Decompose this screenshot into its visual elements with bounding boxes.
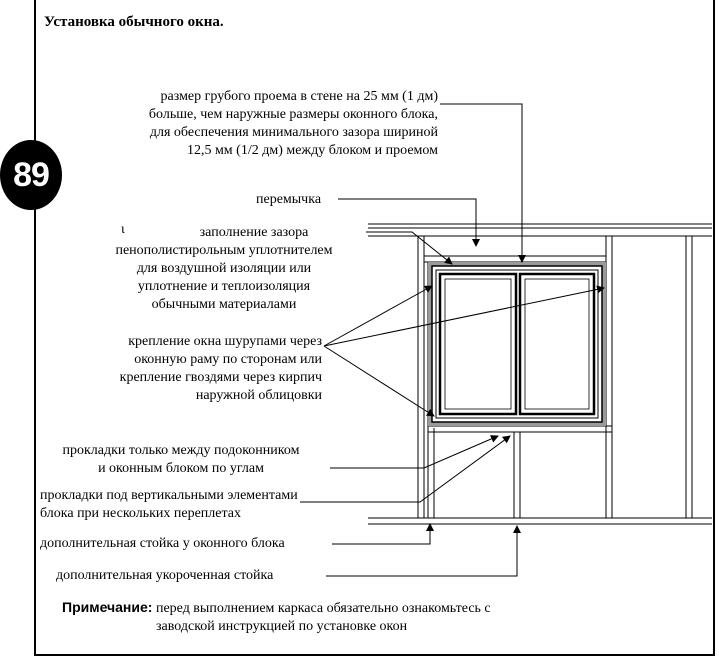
leader-lintel [338, 199, 476, 246]
note-text-2: заводской инструкцией по установке окон [156, 619, 408, 634]
note-text-1: перед выполнением каркаса обязательно ознакомьтесь с [155, 601, 491, 616]
leader-rough-opening [440, 104, 522, 262]
label-gap-fill: заполнение зазора пенополистирольным уплотнителем для воздушной изоляции или уплотнение и теплоизоляция обычными материалами [115, 225, 333, 312]
leader-fastening-2 [324, 286, 432, 346]
leader-cripple-stud [326, 526, 517, 576]
page-number-badge: 89 [0, 140, 62, 210]
page-title: Установка обычного окна. [44, 14, 224, 30]
stray-mark: ι [121, 222, 125, 237]
label-extra-stud: дополнительная стойка у оконного блока [40, 536, 285, 551]
label-shims-sill: прокладки только между подоконником и оконным блоком по углам [62, 443, 300, 476]
label-shims-vertical: прокладки под вертикальными элементами блока при нескольких переплетах [40, 488, 298, 521]
leader-gap-fill [366, 232, 452, 264]
label-lintel: перемычка [256, 192, 322, 207]
leader-extra-stud [332, 524, 430, 544]
leader-shims-vertical [300, 436, 510, 502]
label-fastening: крепление окна шурупами через оконную раму по сторонам или крепление гвоздями через кирпич наружной облицовки [119, 334, 322, 403]
label-cripple-stud: дополнительная укороченная стойка [56, 568, 274, 583]
label-rough-opening: размер грубого проема в стене на 25 мм (1 дм) больше, чем наружные размеры оконного блока, для обеспечения минимального зазора шириной 12,5 мм (1/2 дм) между блоком и проемом [148, 89, 438, 158]
note-prefix: Примечание: [62, 599, 153, 615]
